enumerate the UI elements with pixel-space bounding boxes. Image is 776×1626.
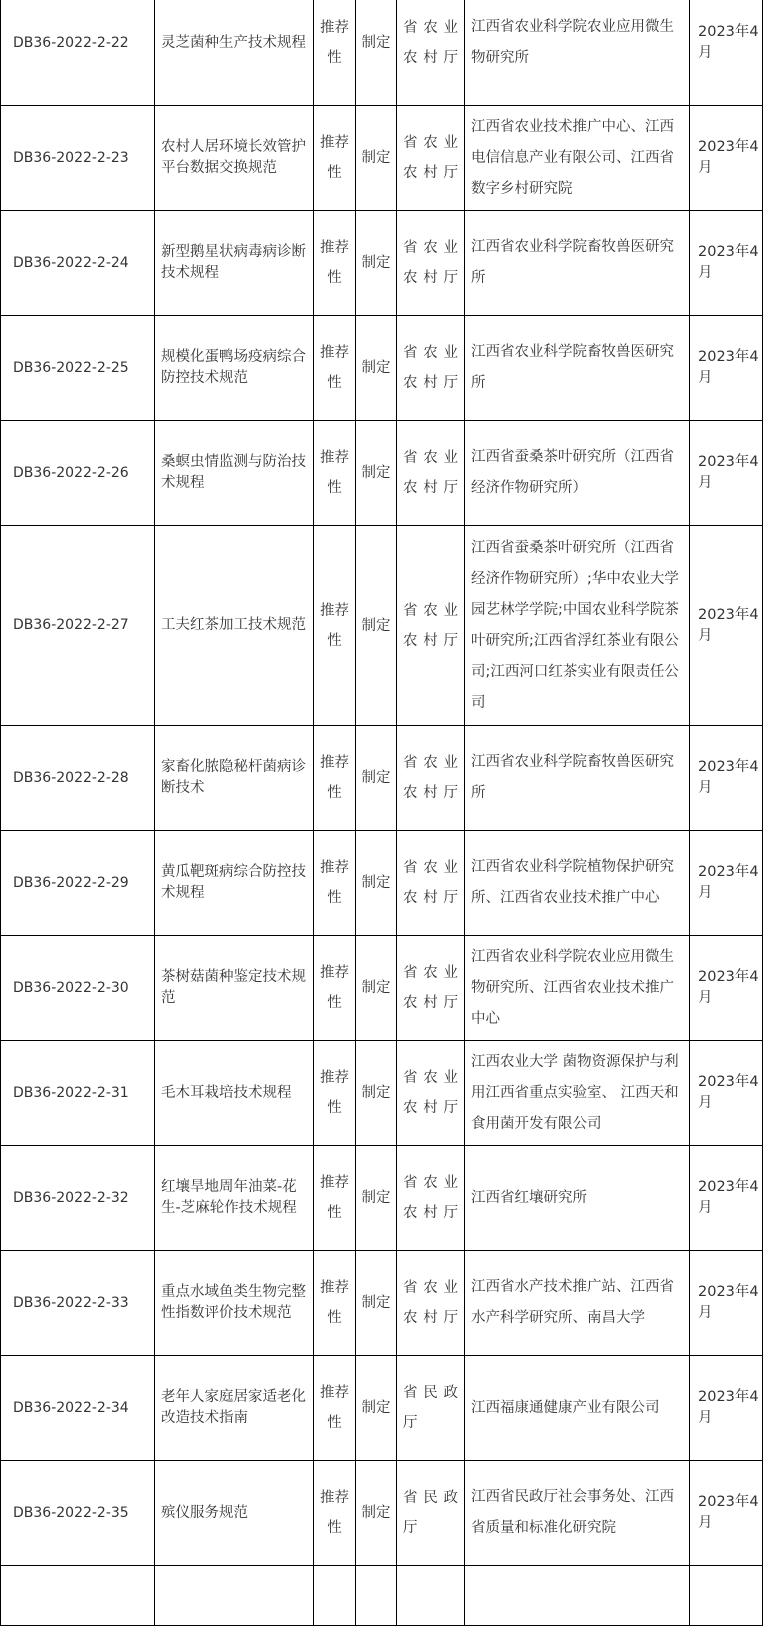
drafting-unit-cell-text: 江西省农业技术推广中心、江西电信信息产业有限公司、江西省数字乡村研究院 (471, 118, 674, 197)
standard-code-cell-text: DB36-2022-2-31 (13, 1084, 129, 1101)
drafting-unit-cell-text: 江西省农业科学院畜牧兽医研究所 (471, 754, 674, 801)
standard-mode-cell (356, 106, 397, 211)
department-cell-text: 省农业农村厅 (403, 240, 458, 286)
drafting-unit-cell-text: 江西省农业科学院农业应用微生物研究所 (471, 19, 674, 66)
standard-mode-cell (356, 1461, 397, 1566)
completion-date-cell (690, 1566, 763, 1626)
standard-mode-cell-text: 制定 (361, 1085, 391, 1101)
standard-name-cell-text: 农村人居环境长效管护平台数据交换规范 (161, 139, 306, 176)
standard-code-cell (1, 831, 155, 936)
standard-name-cell (155, 1146, 314, 1251)
department-cell-text: 省农业农村厅 (403, 965, 458, 1011)
standard-mode-cell (356, 1566, 397, 1626)
table-row (1, 1356, 763, 1461)
department-cell (397, 0, 465, 106)
standard-name-cell (155, 211, 314, 316)
completion-date-cell-text: 2023年4月 (698, 139, 759, 176)
standard-type-cell-text: 推荐性 (320, 602, 349, 649)
drafting-unit-cell (465, 936, 690, 1041)
department-cell (397, 421, 465, 526)
table-row (1, 0, 763, 106)
standard-name-cell-text: 桑螟虫情监测与防治技术规程 (161, 454, 306, 491)
table-row (1, 831, 763, 936)
drafting-unit-cell (465, 726, 690, 831)
standard-type-cell (314, 936, 356, 1041)
standard-name-cell (155, 1356, 314, 1461)
standard-type-cell-text: 推荐性 (320, 450, 349, 496)
standard-mode-cell-text: 制定 (361, 617, 391, 634)
department-cell (397, 1041, 465, 1146)
department-cell (397, 211, 465, 316)
drafting-unit-cell (465, 1356, 690, 1461)
standard-code-cell (1, 1461, 155, 1566)
standard-mode-cell (356, 1251, 397, 1356)
drafting-unit-cell-text: 江西省水产技术推广站、江西省水产科学研究所、南昌大学 (471, 1279, 674, 1326)
standard-code-cell-text: DB36-2022-2-23 (13, 149, 129, 166)
drafting-unit-cell-text: 江西省蚕桑茶叶研究所（江西省经济作物研究所）;华中农业大学园艺林学学院;中国农业科学院茶叶研究所;江西省浮红茶业有限公司;江西河口红茶实业有限责任公司 (471, 539, 679, 711)
table-row (1, 1461, 763, 1566)
standard-name-cell (155, 526, 314, 726)
standard-name-cell (155, 0, 314, 106)
standard-type-cell (314, 726, 356, 831)
standard-name-cell-text: 黄瓜靶斑病综合防控技术规程 (161, 864, 306, 901)
standard-mode-cell-text: 制定 (361, 1505, 391, 1521)
standard-name-cell-text: 工夫红茶加工技术规范 (161, 617, 306, 633)
department-cell-text: 省民政厅 (403, 1490, 458, 1536)
standard-code-cell-text: DB36-2022-2-24 (13, 254, 129, 271)
standard-name-cell (155, 106, 314, 211)
standard-name-cell-text: 重点水域鱼类生物完整性指数评价技术规范 (161, 1284, 306, 1321)
completion-date-cell-text: 2023年4月 (698, 606, 759, 644)
standard-mode-cell (356, 831, 397, 936)
standard-name-cell-text: 家畜化脓隐秘杆菌病诊断技术 (161, 759, 306, 796)
standard-code-cell (1, 316, 155, 421)
standard-name-cell-text: 灵芝菌种生产技术规程 (161, 34, 306, 51)
standard-mode-cell-text: 制定 (361, 465, 391, 481)
standard-mode-cell-text: 制定 (361, 1295, 391, 1311)
standard-code-cell-text: DB36-2022-2-26 (13, 464, 129, 481)
department-cell (397, 526, 465, 726)
completion-date-cell (690, 0, 763, 106)
standard-code-cell-text: DB36-2022-2-35 (13, 1504, 129, 1521)
standard-mode-cell (356, 316, 397, 421)
standard-type-cell (314, 0, 356, 106)
standard-mode-cell-text: 制定 (361, 360, 391, 376)
standard-type-cell-text: 推荐性 (320, 1385, 349, 1431)
drafting-unit-cell (465, 1566, 690, 1626)
standard-type-cell-text: 推荐性 (320, 135, 349, 181)
standard-name-cell-text: 茶树菇菌种鉴定技术规范 (161, 969, 306, 1006)
department-cell-text: 省农业农村厅 (403, 755, 458, 801)
standard-code-cell-text: DB36-2022-2-22 (13, 34, 129, 51)
completion-date-cell (690, 831, 763, 936)
standard-type-cell-text: 推荐性 (320, 755, 349, 801)
drafting-unit-cell (465, 0, 690, 106)
department-cell-text: 省农业农村厅 (403, 135, 458, 181)
standard-code-cell-text: DB36-2022-2-32 (13, 1189, 129, 1206)
completion-date-cell-text: 2023年4月 (698, 1179, 759, 1216)
standard-type-cell (314, 831, 356, 936)
department-cell (397, 936, 465, 1041)
drafting-unit-cell-text: 江西省农业科学院畜牧兽医研究所 (471, 239, 674, 286)
standard-mode-cell-text: 制定 (361, 980, 391, 996)
completion-date-cell (690, 1041, 763, 1146)
standard-code-cell-text: DB36-2022-2-34 (13, 1399, 129, 1416)
drafting-unit-cell (465, 1146, 690, 1251)
standard-type-cell (314, 106, 356, 211)
completion-date-cell (690, 936, 763, 1041)
standard-type-cell (314, 1356, 356, 1461)
standards-table-body (1, 0, 763, 1626)
standard-type-cell (314, 1461, 356, 1566)
standard-name-cell (155, 936, 314, 1041)
standard-name-cell (155, 421, 314, 526)
completion-date-cell (690, 1461, 763, 1566)
table-row (1, 1146, 763, 1251)
standard-code-cell (1, 106, 155, 211)
table-row (1, 1566, 763, 1626)
standard-type-cell-text: 推荐性 (320, 20, 349, 66)
department-cell-text: 省农业农村厅 (403, 602, 458, 649)
standard-code-cell (1, 1251, 155, 1356)
department-cell-text: 省农业农村厅 (403, 345, 458, 391)
standard-type-cell (314, 316, 356, 421)
standard-mode-cell-text: 制定 (361, 255, 391, 271)
standard-type-cell-text: 推荐性 (320, 1070, 349, 1116)
standard-code-cell (1, 1566, 155, 1626)
standard-mode-cell (356, 0, 397, 106)
table-row (1, 421, 763, 526)
completion-date-cell-text: 2023年4月 (698, 349, 759, 386)
standard-code-cell-text: DB36-2022-2-28 (13, 769, 129, 786)
completion-date-cell-text: 2023年4月 (698, 864, 759, 901)
completion-date-cell (690, 106, 763, 211)
standard-mode-cell (356, 726, 397, 831)
standard-type-cell-text: 推荐性 (320, 345, 349, 391)
standard-code-cell (1, 211, 155, 316)
standard-type-cell (314, 1041, 356, 1146)
standard-code-cell-text: DB36-2022-2-33 (13, 1294, 129, 1311)
table-row (1, 316, 763, 421)
table-row (1, 106, 763, 211)
standard-name-cell-text: 红壤旱地周年油菜-花生-芝麻轮作技术规程 (161, 1179, 297, 1216)
department-cell-text: 省农业农村厅 (403, 860, 458, 906)
completion-date-cell-text: 2023年4月 (698, 759, 759, 796)
drafting-unit-cell-text: 江西省红壤研究所 (471, 1189, 587, 1206)
standard-type-cell (314, 421, 356, 526)
completion-date-cell-text: 2023年4月 (698, 454, 759, 491)
standard-code-cell (1, 1146, 155, 1251)
completion-date-cell-text: 2023年4月 (698, 1389, 759, 1426)
standard-name-cell (155, 1251, 314, 1356)
department-cell-text: 省民政厅 (403, 1385, 458, 1431)
department-cell (397, 1566, 465, 1626)
standard-code-cell-text: DB36-2022-2-29 (13, 874, 129, 891)
drafting-unit-cell (465, 831, 690, 936)
standard-mode-cell (356, 1041, 397, 1146)
department-cell (397, 1251, 465, 1356)
standard-code-cell (1, 421, 155, 526)
completion-date-cell (690, 316, 763, 421)
standard-mode-cell (356, 421, 397, 526)
standard-type-cell (314, 1566, 356, 1626)
standard-name-cell-text: 毛木耳栽培技术规程 (161, 1084, 292, 1101)
completion-date-cell (690, 526, 763, 726)
standard-name-cell (155, 1041, 314, 1146)
standard-name-cell-text: 规模化蛋鸭场疫病综合防控技术规范 (161, 349, 306, 386)
standard-code-cell (1, 726, 155, 831)
standard-name-cell (155, 316, 314, 421)
table-row (1, 211, 763, 316)
standard-type-cell-text: 推荐性 (320, 1490, 349, 1536)
table-row (1, 1251, 763, 1356)
completion-date-cell-text: 2023年4月 (698, 244, 759, 281)
drafting-unit-cell-text: 江西省蚕桑茶叶研究所（江西省经济作物研究所） (471, 449, 674, 496)
standard-code-cell-text: DB36-2022-2-27 (13, 617, 129, 633)
table-row (1, 726, 763, 831)
completion-date-cell (690, 211, 763, 316)
standard-name-cell (155, 1566, 314, 1626)
standard-code-cell (1, 936, 155, 1041)
standard-type-cell-text: 推荐性 (320, 1175, 349, 1221)
standard-type-cell (314, 1251, 356, 1356)
completion-date-cell-text: 2023年4月 (698, 24, 759, 61)
department-cell-text: 省农业农村厅 (403, 20, 458, 66)
standard-name-cell-text: 老年人家庭居家适老化改造技术指南 (161, 1389, 306, 1426)
standard-type-cell-text: 推荐性 (320, 860, 349, 906)
standard-type-cell (314, 526, 356, 726)
completion-date-cell (690, 1251, 763, 1356)
standard-mode-cell (356, 1146, 397, 1251)
department-cell (397, 316, 465, 421)
department-cell (397, 106, 465, 211)
drafting-unit-cell-text: 江西福康通健康产业有限公司 (471, 1399, 660, 1416)
standard-mode-cell (356, 526, 397, 726)
drafting-unit-cell-text: 江西省农业科学院畜牧兽医研究所 (471, 344, 674, 391)
standard-type-cell-text: 推荐性 (320, 965, 349, 1011)
standard-code-cell-text: DB36-2022-2-25 (13, 359, 129, 376)
drafting-unit-cell (465, 526, 690, 726)
drafting-unit-cell-text: 江西省农业科学院植物保护研究所、江西省农业技术推广中心 (471, 859, 674, 906)
drafting-unit-cell-text: 江西省民政厅社会事务处、江西省质量和标准化研究院 (471, 1489, 674, 1536)
department-cell-text: 省农业农村厅 (403, 1175, 458, 1221)
standard-name-cell (155, 1461, 314, 1566)
standard-mode-cell-text: 制定 (361, 150, 391, 166)
completion-date-cell-text: 2023年4月 (698, 1494, 759, 1531)
standard-type-cell-text: 推荐性 (320, 1280, 349, 1326)
completion-date-cell (690, 1356, 763, 1461)
standard-name-cell-text: 新型鹅星状病毒病诊断技术规程 (161, 244, 306, 281)
standard-code-cell (1, 0, 155, 106)
department-cell (397, 1146, 465, 1251)
standard-name-cell (155, 831, 314, 936)
department-cell (397, 726, 465, 831)
standard-type-cell-text: 推荐性 (320, 240, 349, 286)
table-row (1, 1041, 763, 1146)
department-cell (397, 1461, 465, 1566)
standard-mode-cell-text: 制定 (361, 770, 391, 786)
standard-name-cell-text: 殡仪服务规范 (161, 1504, 248, 1521)
standard-code-cell (1, 1041, 155, 1146)
standard-mode-cell (356, 1356, 397, 1461)
drafting-unit-cell-text: 江西农业大学 菌物资源保护与利用江西省重点实验室、 江西天和食用菌开发有限公司 (471, 1053, 679, 1132)
table-row (1, 526, 763, 726)
standard-type-cell (314, 211, 356, 316)
standard-code-cell-text: DB36-2022-2-30 (13, 979, 129, 996)
standard-mode-cell-text: 制定 (361, 35, 391, 51)
standard-mode-cell (356, 936, 397, 1041)
completion-date-cell (690, 421, 763, 526)
standard-mode-cell (356, 211, 397, 316)
standard-mode-cell-text: 制定 (361, 1190, 391, 1206)
standard-name-cell (155, 726, 314, 831)
completion-date-cell (690, 1146, 763, 1251)
drafting-unit-cell (465, 316, 690, 421)
drafting-unit-cell (465, 1041, 690, 1146)
department-cell-text: 省农业农村厅 (403, 1280, 458, 1326)
standard-mode-cell-text: 制定 (361, 875, 391, 891)
completion-date-cell (690, 726, 763, 831)
drafting-unit-cell (465, 1251, 690, 1356)
standard-type-cell (314, 1146, 356, 1251)
standard-mode-cell-text: 制定 (361, 1400, 391, 1416)
table-row (1, 936, 763, 1041)
drafting-unit-cell (465, 421, 690, 526)
completion-date-cell-text: 2023年4月 (698, 1284, 759, 1321)
department-cell-text: 省农业农村厅 (403, 1070, 458, 1116)
department-cell (397, 1356, 465, 1461)
drafting-unit-cell (465, 211, 690, 316)
department-cell-text: 省农业农村厅 (403, 450, 458, 496)
drafting-unit-cell (465, 1461, 690, 1566)
drafting-unit-cell-text: 江西省农业科学院农业应用微生物研究所、江西省农业技术推广中心 (471, 948, 674, 1027)
standard-code-cell (1, 526, 155, 726)
drafting-unit-cell (465, 106, 690, 211)
standard-code-cell (1, 1356, 155, 1461)
completion-date-cell-text: 2023年4月 (698, 1074, 759, 1111)
completion-date-cell-text: 2023年4月 (698, 969, 759, 1006)
department-cell (397, 831, 465, 936)
